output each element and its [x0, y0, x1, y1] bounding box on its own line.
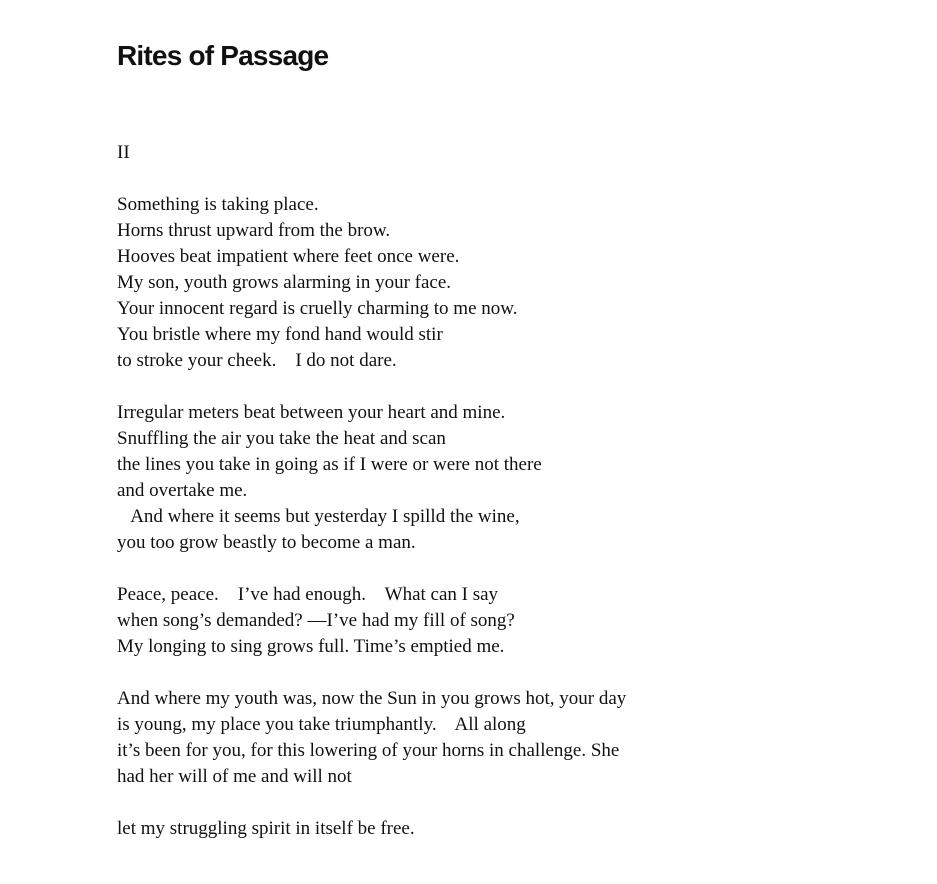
poem-line: Irregular meters beat between your heart and mine.: [117, 402, 506, 423]
poem-line: to stroke your cheek. I do not dare.: [117, 350, 397, 371]
poem-line: And where my youth was, now the Sun in you grows hot, your day: [117, 688, 627, 709]
poem-line: had her will of me and will not: [117, 766, 352, 787]
poem-line: when song’s demanded? —I’ve had my fill of song?: [117, 610, 515, 631]
poem-line: Snuffling the air you take the heat and scan: [117, 428, 446, 449]
poem-line: You bristle where my fond hand would stir: [117, 324, 443, 345]
poem-line: My longing to sing grows full. Time’s emptied me.: [117, 636, 505, 657]
stanza-2: [117, 400, 626, 556]
stanza-break: [117, 660, 626, 686]
poem-line: is young, my place you take triumphantly. All along: [117, 714, 526, 735]
stanza-break: [117, 556, 626, 582]
poem-line: Something is taking place.: [117, 194, 319, 215]
poem-line: Your innocent regard is cruelly charming to me now.: [117, 298, 518, 319]
poem-line: let my struggling spirit in itself be free.: [117, 818, 415, 839]
stanza-5: [117, 816, 626, 842]
poem-line: My son, youth grows alarming in your face.: [117, 272, 452, 293]
stanza-break: [117, 790, 626, 816]
poem-line: the lines you take in going as if I were or were not there: [117, 454, 542, 475]
poem-line: Peace, peace. I’ve had enough. What can I say: [117, 584, 499, 605]
poem-body: [117, 140, 626, 842]
poem-line: Hooves beat impatient where feet once were.: [117, 246, 460, 267]
poem-line: And where it seems but yesterday I spilld the wine,: [117, 506, 520, 527]
stanza-break: [117, 374, 626, 400]
stanza-4: [117, 686, 626, 790]
poem-title: Rites of Passage: [117, 40, 329, 71]
poem-line: you too grow beastly to become a man.: [117, 532, 416, 553]
poem-line: it’s been for you, for this lowering of your horns in challenge. She: [117, 740, 620, 761]
stanza-1: [117, 192, 626, 374]
poem-line: Horns thrust upward from the brow.: [117, 220, 391, 241]
stanza-break: [117, 166, 626, 192]
stanza-3: [117, 582, 626, 660]
poem-line: and overtake me.: [117, 480, 248, 501]
section-number: II: [117, 142, 130, 163]
